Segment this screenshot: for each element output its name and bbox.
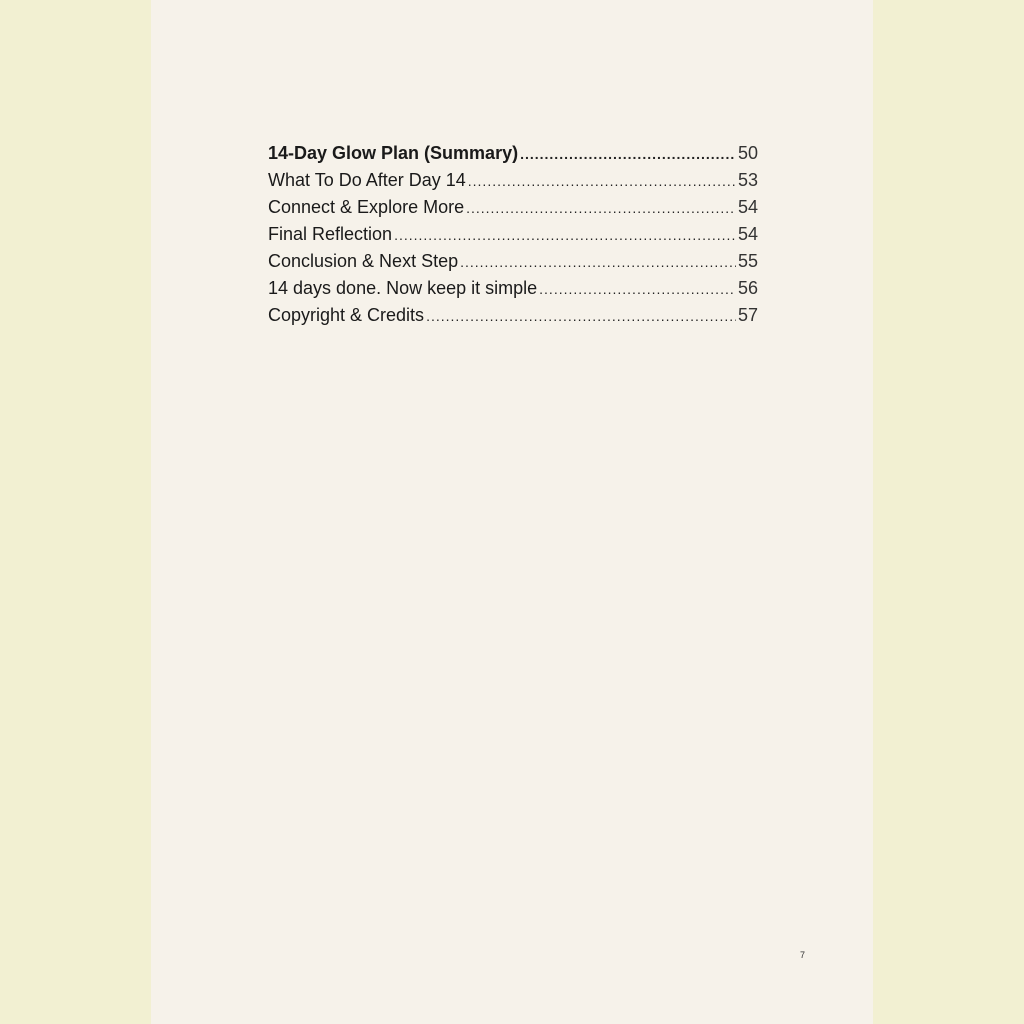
toc-entry-final-reflection[interactable] — [268, 221, 758, 248]
table-of-contents — [268, 140, 758, 329]
toc-entry-title: 14 days done. Now keep it simple — [268, 278, 538, 298]
toc-entry-keep-simple[interactable] — [268, 275, 758, 302]
toc-entry-title: Copyright & Credits — [268, 305, 425, 325]
toc-dot-leader — [539, 276, 736, 303]
toc-entry-page: 50 — [737, 143, 758, 163]
toc-entry-conclusion[interactable] — [268, 248, 758, 275]
toc-entry-page: 55 — [737, 251, 758, 271]
page-number: 7 — [800, 950, 806, 960]
toc-entry-page: 57 — [737, 305, 758, 325]
toc-entry-title: What To Do After Day 14 — [268, 170, 466, 190]
toc-entry-title: Final Reflection — [268, 224, 393, 244]
toc-dot-leader — [426, 303, 736, 330]
toc-dot-leader — [520, 141, 736, 168]
toc-entry-title: 14-Day Glow Plan (Summary) — [268, 143, 519, 163]
toc-dot-leader — [394, 222, 736, 249]
toc-entry-title: Connect & Explore More — [268, 197, 465, 217]
document-page — [151, 0, 873, 1024]
toc-entry-page: 56 — [737, 278, 758, 298]
toc-entry-glow-plan[interactable] — [268, 140, 758, 167]
toc-dot-leader — [468, 168, 736, 195]
toc-entry-connect-explore[interactable] — [268, 194, 758, 221]
toc-dot-leader — [460, 249, 736, 276]
toc-entry-title: Conclusion & Next Step — [268, 251, 459, 271]
toc-entry-copyright[interactable] — [268, 302, 758, 329]
toc-entry-page: 53 — [737, 170, 758, 190]
toc-entry-after-day-14[interactable] — [268, 167, 758, 194]
toc-dot-leader — [466, 195, 736, 222]
toc-entry-page: 54 — [737, 197, 758, 217]
toc-entry-page: 54 — [737, 224, 758, 244]
